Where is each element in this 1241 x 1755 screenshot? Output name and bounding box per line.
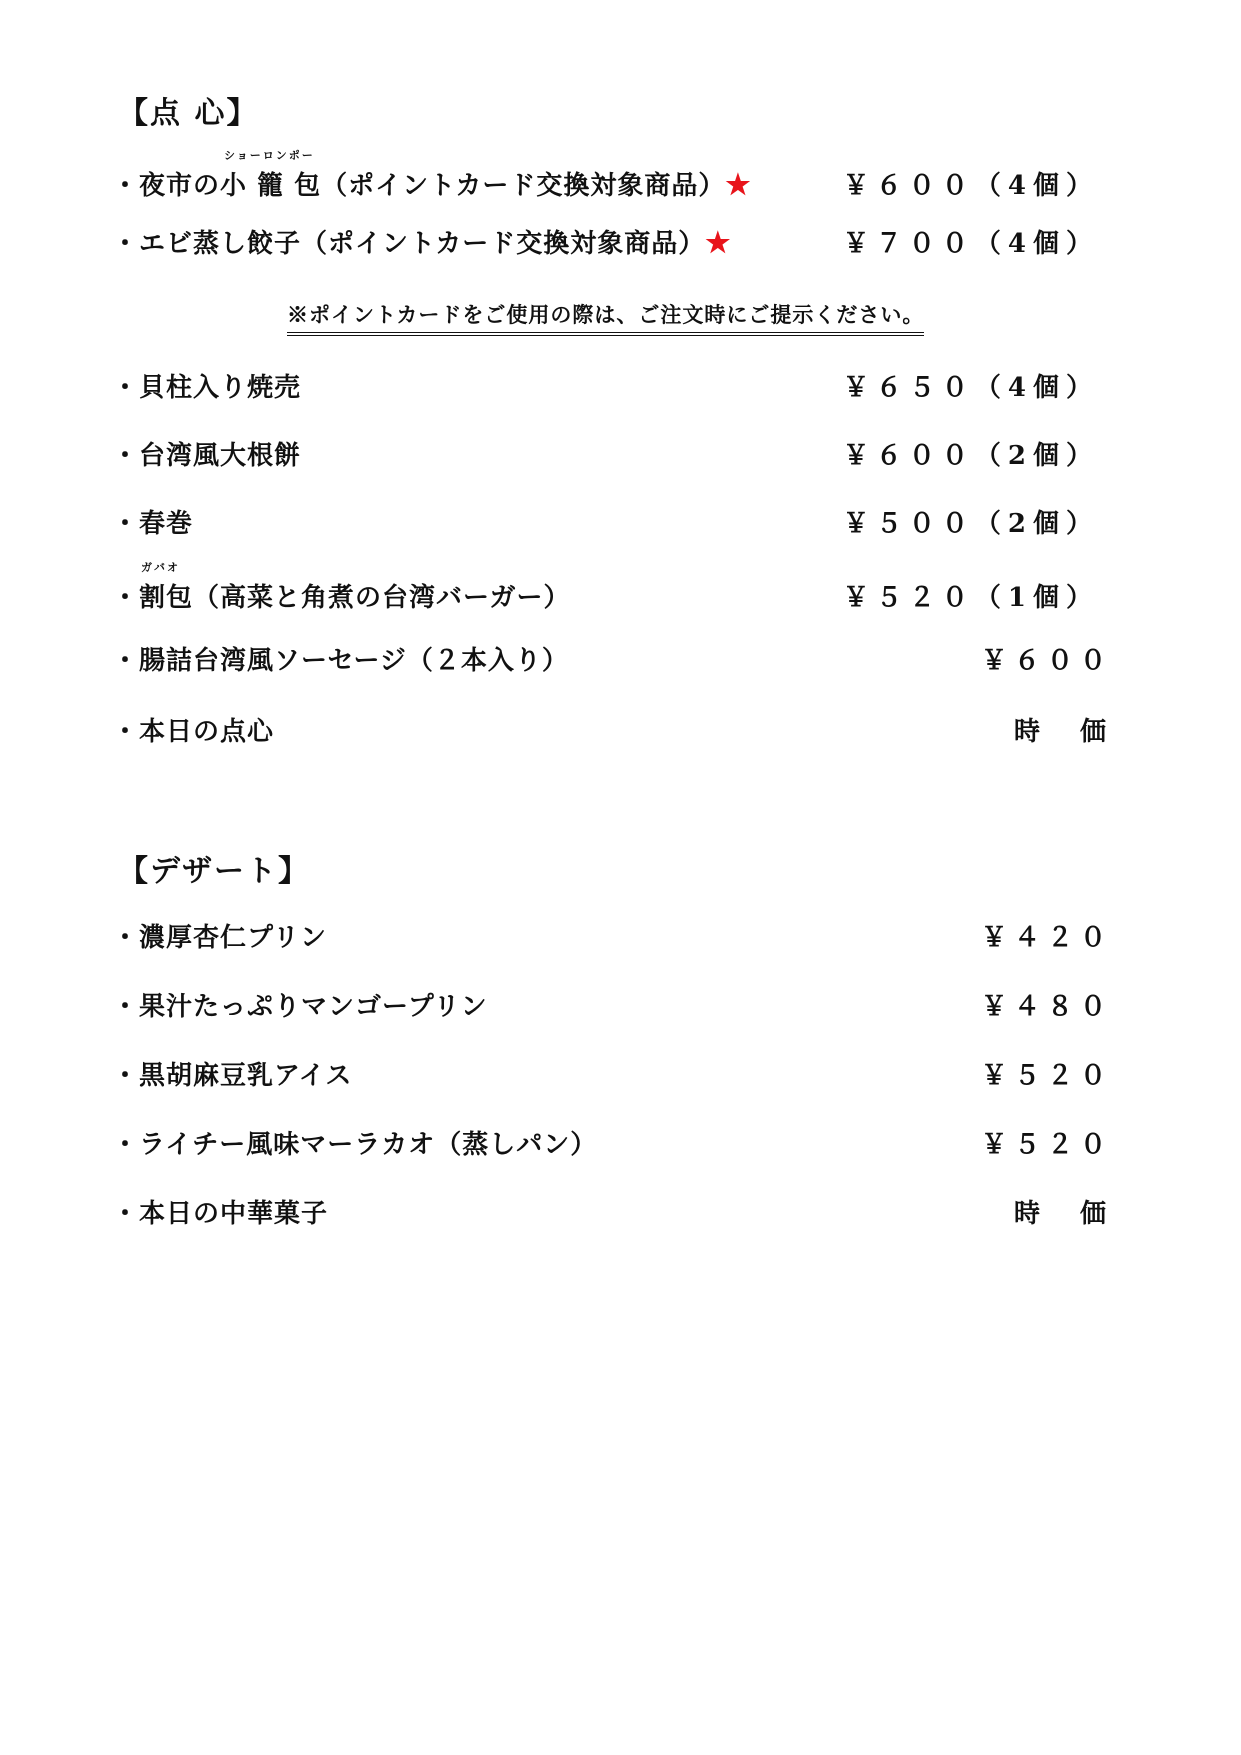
item-name: ・エビ蒸し餃子（ポイントカード交換対象商品） bbox=[112, 229, 706, 259]
menu-item-price: ￥５２０（1個） bbox=[842, 583, 1099, 613]
menu-item: ・本日の中華菓子 bbox=[112, 1199, 329, 1229]
menu-item-price: ￥７００（4個） bbox=[842, 229, 1099, 259]
star-icon: ★ bbox=[705, 226, 732, 259]
menu-item-price: 時 価 bbox=[1013, 717, 1113, 747]
menu-item: ・本日の点心 bbox=[112, 717, 275, 747]
menu-item: ・黒胡麻豆乳アイス bbox=[112, 1061, 353, 1091]
menu-item-price: ￥５００（2個） bbox=[842, 509, 1099, 539]
item-suffix: （ポイントカード交換対象商品） bbox=[321, 171, 726, 201]
menu-item: ・濃厚杏仁プリン bbox=[112, 923, 327, 953]
menu-item-price: ￥６５０（4個） bbox=[842, 373, 1099, 403]
menu-item-xiaolongbao bbox=[112, 149, 752, 202]
ruby-text: ショーロンポー bbox=[224, 149, 315, 162]
menu-item: ・腸詰台湾風ソーセージ（２本入り） bbox=[112, 646, 569, 676]
ruby-text: ガバオ bbox=[141, 561, 181, 574]
menu-item: ・春巻 bbox=[112, 509, 194, 539]
star-icon: ★ bbox=[725, 168, 752, 201]
menu-item-price: ￥６００ bbox=[980, 646, 1113, 676]
menu-item-price: 時 価 bbox=[1013, 1199, 1113, 1229]
menu-item-gabao bbox=[112, 561, 571, 614]
dimsum-heading: 【点 心】 bbox=[118, 96, 259, 131]
menu-item-price: ￥４８０ bbox=[980, 992, 1113, 1022]
menu-item-price: ￥５２０ bbox=[980, 1061, 1113, 1091]
dessert-heading: 【デザート】 bbox=[118, 854, 310, 889]
menu-item: ・果汁たっぷりマンゴープリン bbox=[112, 992, 488, 1022]
item-name-with-ruby bbox=[220, 149, 322, 202]
point-card-note: ※ポイントカードをご使用の際は、ご注文時にご提示ください。 bbox=[287, 299, 924, 336]
menu-item-price: ￥５２０ bbox=[980, 1130, 1113, 1160]
item-prefix: ・ bbox=[112, 583, 140, 613]
item-prefix: ・夜市の bbox=[112, 171, 221, 201]
item-name: 小 籠 包 bbox=[220, 171, 322, 201]
menu-item-price: ￥６００（2個） bbox=[842, 441, 1099, 471]
item-name: 割包 bbox=[139, 583, 194, 613]
menu-item-price: ￥４２０ bbox=[980, 923, 1113, 953]
menu-item-shrimp-dumpling bbox=[112, 223, 731, 260]
menu-item: ・台湾風大根餅 bbox=[112, 441, 302, 471]
item-name-with-ruby bbox=[139, 561, 194, 614]
menu-item-price: ￥６００（4個） bbox=[842, 171, 1099, 201]
menu-item: ・ライチー風味マーラカオ（蒸しパン） bbox=[112, 1130, 598, 1160]
menu-item: ・貝柱入り焼売 bbox=[112, 373, 302, 403]
item-suffix: （高菜と角煮の台湾バーガー） bbox=[193, 583, 571, 613]
